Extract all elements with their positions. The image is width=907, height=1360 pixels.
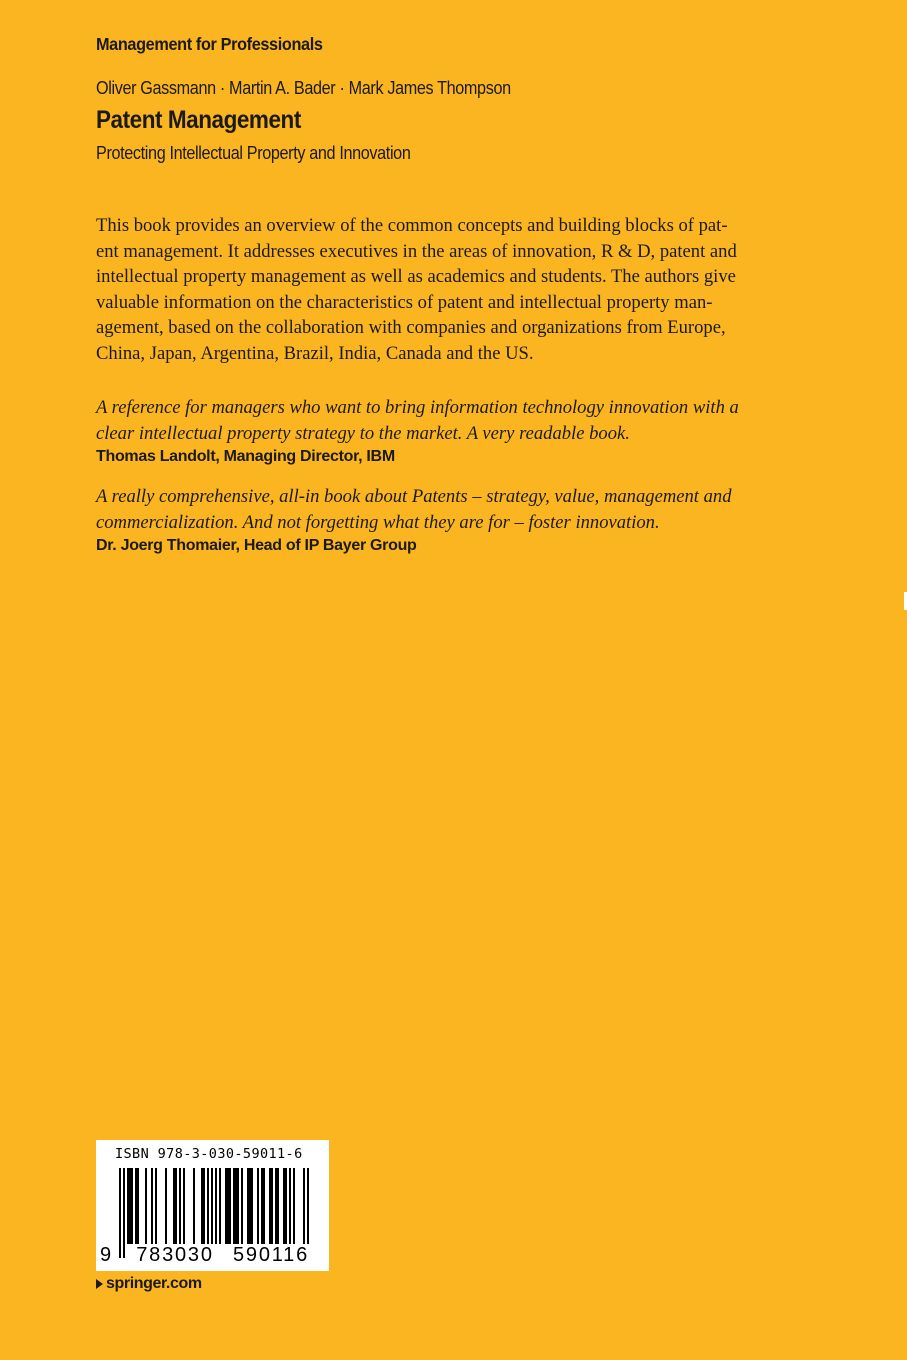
barcode-bar <box>247 1168 249 1244</box>
description-line: ent management. It addresses executives in the areas of innovation, R & D, patent and <box>96 240 737 262</box>
barcode-bar <box>289 1168 291 1244</box>
barcode-bar <box>151 1168 153 1244</box>
barcode-bar <box>173 1168 175 1244</box>
quote-line: clear intellectual property strategy to the market. A very readable book. <box>96 422 630 444</box>
barcode-guard-bar <box>119 1168 121 1258</box>
barcode-bar <box>275 1168 277 1244</box>
description-line: agement, based on the collaboration with companies and organizations from Europe, <box>96 317 726 339</box>
barcode-bar <box>145 1168 147 1244</box>
book-subtitle: Protecting Intellectual Property and Innovation <box>96 143 411 163</box>
book-title: Patent Management <box>96 106 301 134</box>
barcode-bar <box>135 1168 137 1244</box>
barcode-bar <box>225 1168 227 1244</box>
barcode-bar <box>263 1168 265 1244</box>
quote-line: A really comprehensive, all-in book about Patents – strategy, value, management and <box>96 486 732 507</box>
authors: Oliver Gassmann · Martin A. Bader · Mark James Thompson <box>96 78 511 98</box>
review-quote <box>96 484 808 535</box>
barcode-bar <box>271 1168 273 1244</box>
barcode-bar <box>227 1168 229 1244</box>
barcode-bar <box>285 1168 287 1244</box>
book-description <box>96 213 808 367</box>
barcode-bar <box>277 1168 279 1244</box>
barcode-bar <box>257 1168 259 1244</box>
publisher-website[interactable] <box>96 1275 202 1293</box>
isbn-barcode <box>96 1140 329 1271</box>
barcode-bar <box>229 1168 231 1244</box>
barcode-bar <box>241 1168 243 1244</box>
ean-left-digits: 783030 <box>129 1244 221 1267</box>
description-line: China, Japan, Argentina, Brazil, India, Canada and the US. <box>96 342 534 364</box>
barcode-bar <box>155 1168 157 1244</box>
barcode-bar <box>249 1168 251 1244</box>
barcode-bar <box>131 1168 133 1244</box>
barcode-bar <box>179 1168 181 1244</box>
review-quote <box>96 395 808 446</box>
barcode-bar <box>201 1168 203 1244</box>
barcode-guard-bar <box>123 1168 125 1258</box>
barcode-bar <box>237 1168 239 1244</box>
barcode-bar <box>129 1168 131 1244</box>
barcode-bar <box>193 1168 195 1244</box>
barcode-bar <box>261 1168 263 1244</box>
barcode-bar <box>293 1168 295 1244</box>
quote-attribution: Thomas Landolt, Managing Director, IBM <box>96 448 395 465</box>
barcode-bar <box>165 1168 167 1244</box>
description-line: valuable information on the characteristics of patent and intellectual property man- <box>96 291 713 313</box>
arrow-right-icon <box>96 1279 103 1289</box>
barcode-bar <box>175 1168 177 1244</box>
series-name: Management for Professionals <box>96 34 323 54</box>
barcode-bar <box>283 1168 285 1244</box>
quote-attribution: Dr. Joerg Thomaier, Head of IP Bayer Group <box>96 537 417 554</box>
description-line: intellectual property management as well as academics and students. The authors give <box>96 266 736 288</box>
barcode-bar <box>137 1168 139 1244</box>
barcode-bar <box>233 1168 235 1244</box>
barcode-bar <box>235 1168 237 1244</box>
barcode-bar <box>219 1168 221 1244</box>
barcode-bar <box>207 1168 209 1244</box>
isbn-label: ISBN 978-3-030-59011-6 <box>115 1146 303 1162</box>
description-line: This book provides an overview of the common concepts and building blocks of pat- <box>96 215 728 236</box>
ean-lead-digit: 9 <box>100 1244 112 1266</box>
barcode-bar <box>183 1168 185 1244</box>
quote-line: A reference for managers who want to bring information technology innovation with a <box>96 397 739 418</box>
barcode-bar <box>127 1168 129 1244</box>
barcode-bar <box>251 1168 253 1244</box>
ean-right-digits: 590116 <box>225 1244 317 1267</box>
quote-line: commercialization. And not forgetting what they are for – foster innovation. <box>96 511 660 533</box>
barcode-bar <box>203 1168 205 1244</box>
website-link[interactable]: springer.com <box>106 1275 202 1292</box>
barcode-bar <box>269 1168 271 1244</box>
